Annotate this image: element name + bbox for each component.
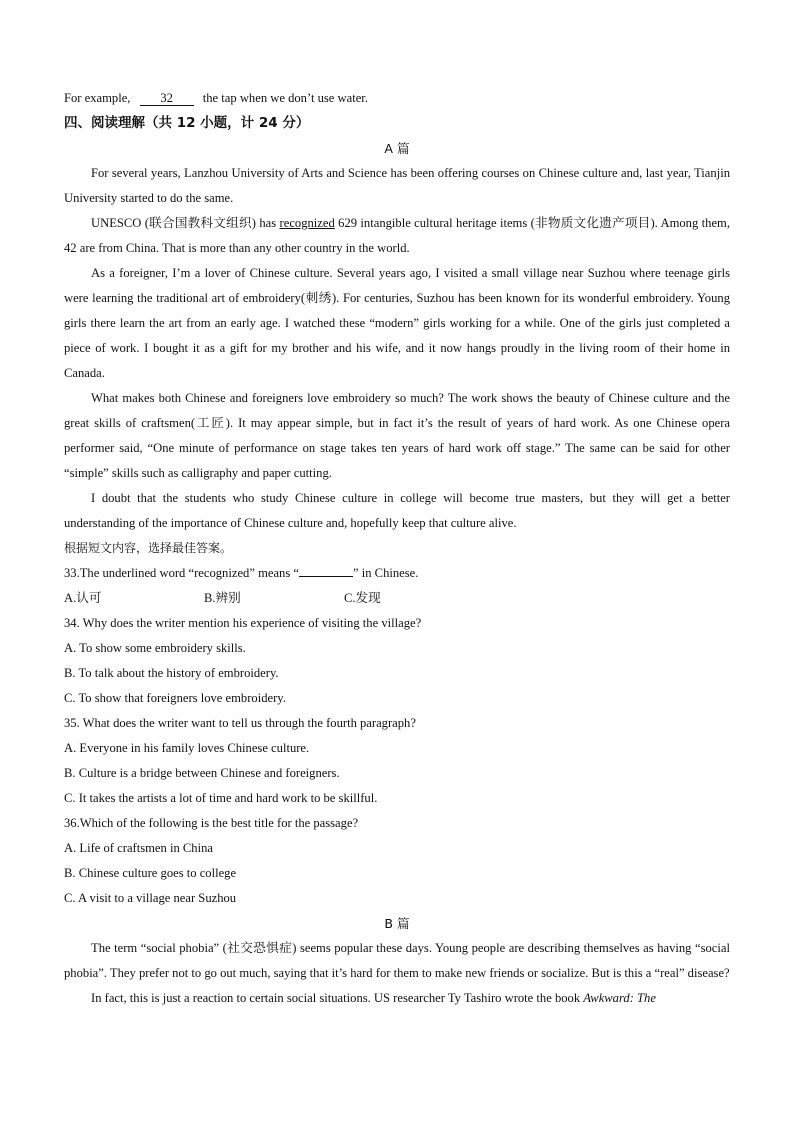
passage-b-paragraph-2 [64,986,730,1011]
q33-option-a: A.认可 [64,591,102,605]
b-p2-text: In fact, this is just a reaction to certain social situations. US researcher Ty Tashiro wrote the book [91,991,584,1005]
q34-option-c: C. To show that foreigners love embroidery. [64,691,286,705]
line-suffix: the tap when we don’t use water. [202,91,368,105]
passage-a-paragraph-4: What makes both Chinese and foreigners love embroidery so much? The work shows the beauty of Chinese culture and the great skills of craftsmen(工匠). It may appear simple, but in fact it’s the result of years of hard work. As one Chinese opera performer said, “One minute of performance on stage takes ten years of hard work off stage.” The same can be said for other “simple” skills such as calligraphy and paper cutting. [64,391,730,480]
q35-option-a: A. Everyone in his family loves Chinese culture. [64,741,310,755]
book-title: Awkward: The [583,991,656,1005]
q33-option-b: B.辨别 [204,591,241,605]
q36-option-c: C. A visit to a village near Suzhou [64,891,237,905]
question-35: 35. What does the writer want to tell us through the fourth paragraph? [64,716,416,730]
question-36: 36.Which of the following is the best title for the passage? [64,816,359,830]
passage-a-paragraph-5: I doubt that the students who study Chinese culture in college will become true masters, but they will get a better understanding of the importance of Chinese culture and, hopefully keep that culture alive. [64,491,730,530]
line-prefix: For example, [64,91,131,105]
passage-a-paragraph-2 [64,211,730,261]
passage-b-paragraph-1: The term “social phobia” (社交恐惧症) seems popular these days. Young people are describing themselves as having “social phobia”. They prefer not to go out much, saying that it’s hard for them to make new friends or socialize. But is this a “real” disease? [64,941,730,980]
q35-option-c: C. It takes the artists a lot of time and hard work to be skillful. [64,791,378,805]
q34-option-a: A. To show some embroidery skills. [64,641,246,655]
q34-option-b: B. To talk about the history of embroidery. [64,666,279,680]
question-33 [64,561,730,586]
q33-options [64,586,730,611]
passage-a-title: A 篇 [384,141,410,156]
q33-text-end: ” in Chinese. [352,566,419,580]
fill-in-line [64,86,730,111]
p2-text-start: UNESCO (联合国教科文组织) has [91,216,280,230]
section-heading: 四、阅读理解（共 12 小题，计 24 分） [64,115,310,131]
passage-a-paragraph-3: As a foreigner, I’m a lover of Chinese culture. Several years ago, I visited a small village near Suzhou where teenage girls were learning the traditional art of embroidery(刺绣). For centuries, Suzhou has been known for its wonderful embroidery. Young girls there learn the art from an early age. I watched these “modern” girls working for a while. One of the girls just completed a piece of work. I bought it as a gift for my brother and his wife, and it now hangs proudly in the living room of their home in Canada. [64,266,730,380]
question-34: 34. Why does the writer mention his experience of visiting the village? [64,616,422,630]
q36-option-b: B. Chinese culture goes to college [64,866,237,880]
document-page [64,86,730,1011]
instruction: 根据短文内容，选择最佳答案。 [64,541,233,555]
q33-text-start: 33.The underlined word “recognized” means “ [64,566,299,580]
q35-option-b: B. Culture is a bridge between Chinese and foreigners. [64,766,340,780]
q36-option-a: A. Life of craftsmen in China [64,841,213,855]
passage-a-paragraph-1: For several years, Lanzhou University of Arts and Science has been offering courses on Chinese culture and, last year, Tianjin University started to do the same. [64,166,730,205]
q33-blank [299,576,353,577]
blank-number: 32 [160,91,173,105]
passage-b-title: B 篇 [384,916,410,931]
underlined-word: recognized [279,216,335,230]
q33-option-c: C.发现 [344,591,381,605]
answer-blank [140,91,194,106]
p2-text-end: 629 intangible cultural heritage items (非物质文化遗产项目). Among them, 42 are from China. That is more than any other country in the world. [64,216,730,255]
